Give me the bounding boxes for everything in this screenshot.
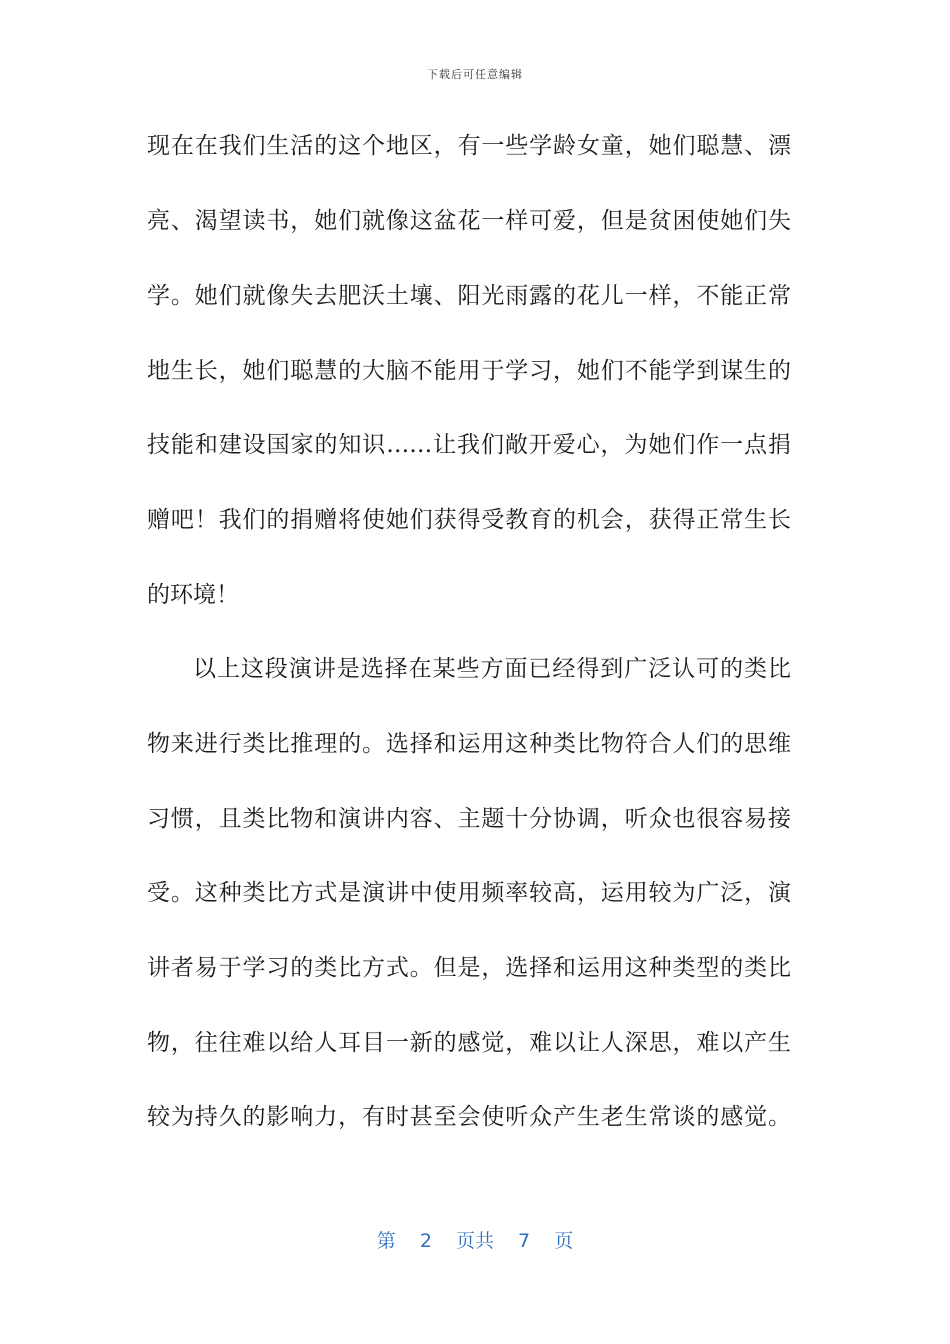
footer-suffix: 页 (554, 1230, 574, 1252)
paragraph-2-line-4: 受。这种类比方式是演讲中使用频率较高，运用较为广泛，演 (147, 880, 791, 906)
paragraph-2-line-7: 较为持久的影响力，有时甚至会使听众产生老生常谈的感觉。 (147, 1104, 791, 1130)
footer-total-pages: 7 (518, 1230, 531, 1252)
paragraph-1-line-3: 学。她们就像失去肥沃土壤、阳光雨露的花儿一样，不能正常 (147, 283, 791, 309)
paragraph-2-line-1: 以上这段演讲是选择在某些方面已经得到广泛认可的类比 (193, 656, 791, 682)
paragraph-1-line-5: 技能和建设国家的知识……让我们敞开爱心，为她们作一点捐 (147, 432, 791, 458)
paragraph-2-line-2: 物来进行类比推理的。选择和运用这种类比物符合人们的思维 (147, 731, 791, 757)
paragraph-1-line-4: 地生长，她们聪慧的大脑不能用于学习，她们不能学到谋生的 (147, 358, 791, 384)
footer-prefix: 第 (376, 1230, 396, 1252)
page-footer (0, 1226, 950, 1253)
paragraph-2-line-5: 讲者易于学习的类比方式。但是，选择和运用这种类型的类比 (147, 955, 791, 981)
paragraph-1-line-1: 现在在我们生活的这个地区，有一些学龄女童，她们聪慧、漂 (147, 133, 791, 159)
header-note: 下载后可任意编辑 (427, 68, 523, 81)
paragraph-1-line-2: 亮、渴望读书，她们就像这盆花一样可爱，但是贫困使她们失 (147, 208, 791, 234)
footer-current-page: 2 (419, 1230, 432, 1252)
paragraph-2-line-6: 物，往往难以给人耳目一新的感觉，难以让人深思，难以产生 (147, 1030, 791, 1056)
paragraph-1-line-6: 赠吧！我们的捐赠将使她们获得受教育的机会，获得正常生长 (147, 507, 791, 533)
paragraph-2-line-3: 习惯，且类比物和演讲内容、主题十分协调，听众也很容易接 (147, 806, 791, 832)
paragraph-1-line-7: 的环境！ (147, 582, 239, 608)
footer-middle: 页共 (455, 1230, 494, 1252)
